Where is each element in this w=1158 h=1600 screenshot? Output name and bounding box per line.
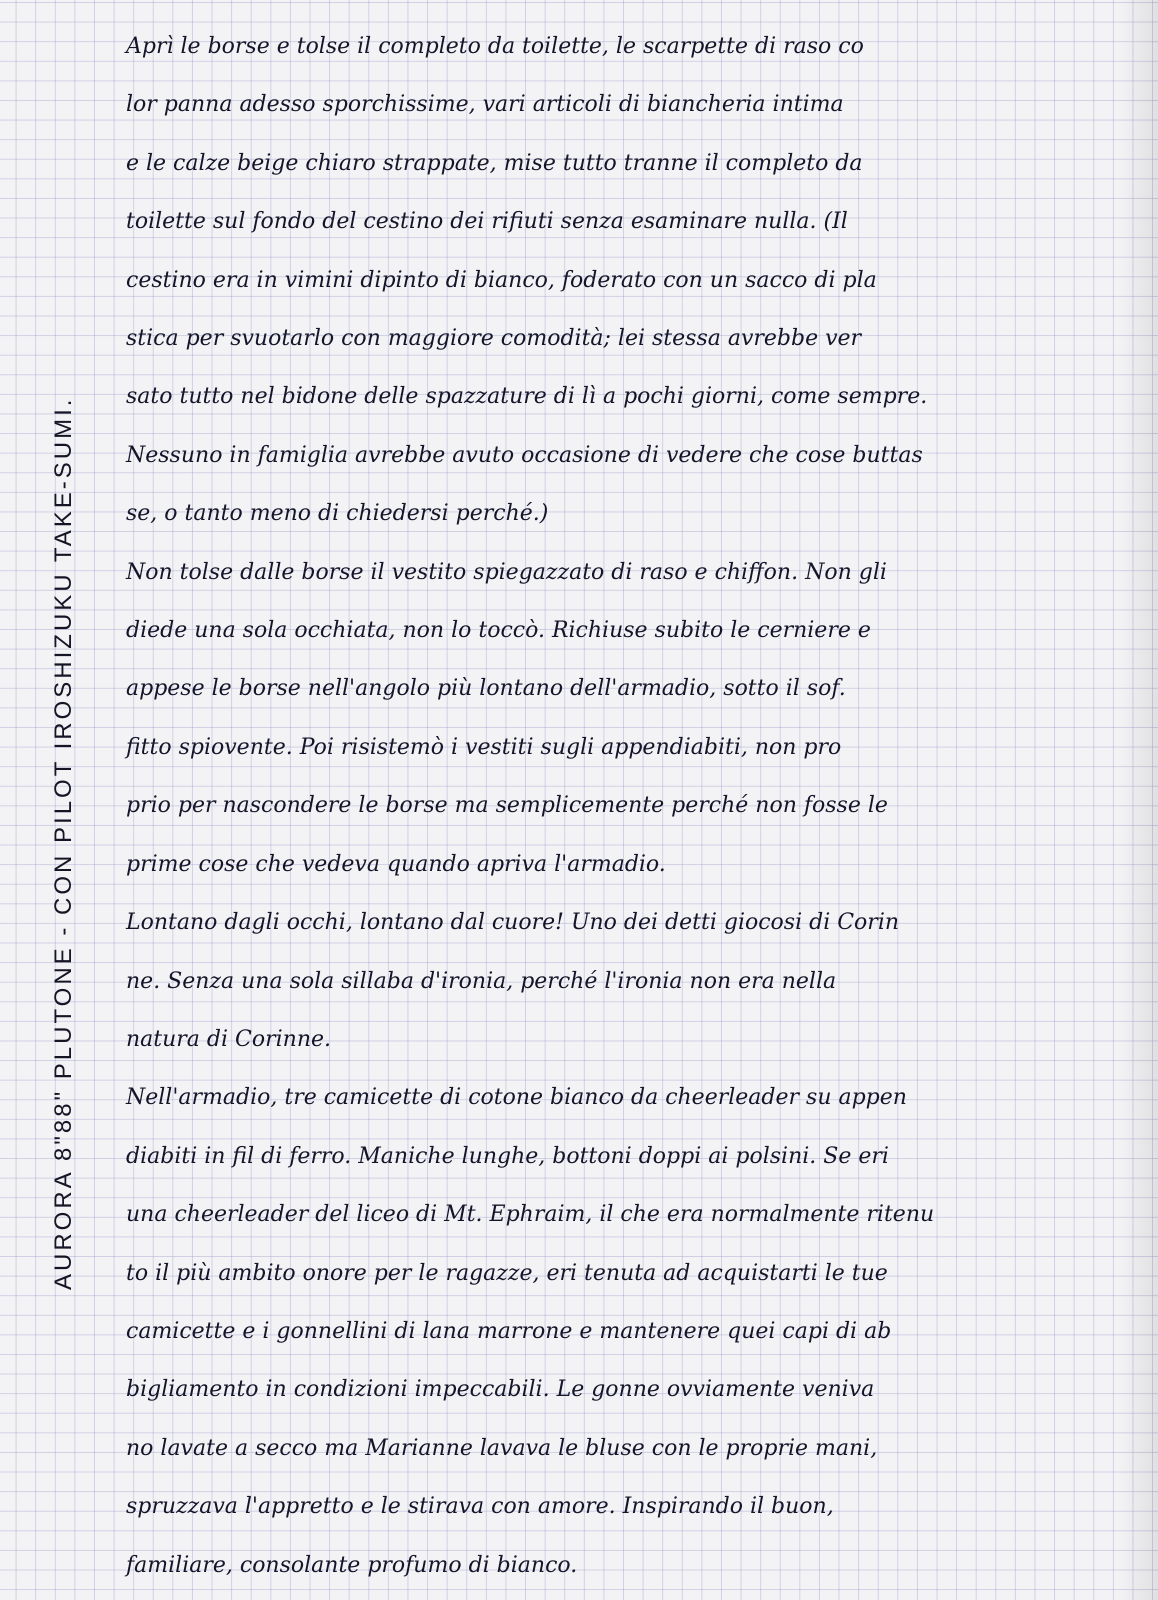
text-line: diabiti in fil di ferro. Maniche lunghe, bottoni doppi ai polsini. Se eri	[126, 1143, 889, 1169]
text-line: prio per nascondere le borse ma semplicemente perché non fosse le	[126, 793, 888, 819]
text-line: Aprì le borse e tolse il completo da toilette, le scarpette di raso co	[126, 34, 864, 59]
text-line: to il più ambito onore per le ragazze, eri tenuta ad acquistarti le tue	[126, 1260, 888, 1286]
text-line: fitto spiovente. Poi risistemò i vestiti sugli appendiabiti, non pro	[126, 734, 842, 760]
handwritten-text	[126, 18, 1116, 1595]
text-line: cestino era in vimini dipinto di bianco, foderato con un sacco di pla	[126, 267, 877, 293]
text-line: e le calze beige chiaro strappate, mise tutto tranne il completo da	[126, 150, 863, 176]
text-line: camicette e i gonnellini di lana marrone e mantenere quei capi di ab	[126, 1318, 892, 1344]
text-line: Nessuno in famiglia avrebbe avuto occasione di vedere che cose buttas	[126, 442, 923, 468]
text-line: lor panna adesso sporchissime, vari articoli di biancheria intima	[126, 92, 844, 118]
text-line: sato tutto nel bidone delle spazzature di lì a pochi giorni, come sempre.	[126, 384, 928, 410]
text-line: prime cose che vedeva quando apriva l'armadio.	[126, 851, 666, 877]
text-line: toilette sul fondo del cestino dei rifiuti senza esaminare nulla. (Il	[126, 209, 848, 235]
text-line: una cheerleader del liceo di Mt. Ephraim, il che era normalmente ritenu	[126, 1202, 935, 1228]
text-line: familiare, consolante profumo di bianco.	[126, 1552, 578, 1578]
text-line: se, o tanto meno di chiedersi perché.)	[126, 501, 549, 527]
text-line: no lavate a secco ma Marianne lavava le bluse con le proprie mani,	[126, 1435, 878, 1461]
text-line: Nell'armadio, tre camicette di cotone bianco da cheerleader su appen	[126, 1085, 907, 1111]
text-line: bigliamento in condizioni impeccabili. Le gonne ovviamente venivа	[126, 1377, 875, 1403]
text-line: diede una sola occhiata, non lo toccò. Richiuse subito le cerniere e	[126, 618, 871, 644]
pen-ink-note: AURORA 8"88" PLUTONE - CON PILOT IROSHIZUKU TAKE-SUMI.	[50, 396, 77, 1290]
text-line: Lontano dagli occhi, lontano dal cuore! Uno dei detti giocosi di Corin	[126, 910, 900, 936]
page-edge-shadow	[1118, 0, 1158, 1600]
text-line: ne. Senza una sola sillaba d'ironia, perché l'ironia non era nella	[126, 968, 837, 994]
text-line: appese le borse nell'angolo più lontano dell'armadio, sotto il sof.	[126, 676, 846, 702]
text-line: Non tolse dalle borse il vestito spiegazzato di raso e chiffon. Non gli	[126, 559, 887, 585]
text-line: stica per svuotarlo con maggiore comodità; lei stessa avrebbe ver	[126, 326, 862, 352]
text-line: spruzzava l'appretto e le stirava con amore. Inspirando il buon,	[126, 1494, 834, 1520]
text-line: natura di Corinne.	[126, 1026, 332, 1052]
